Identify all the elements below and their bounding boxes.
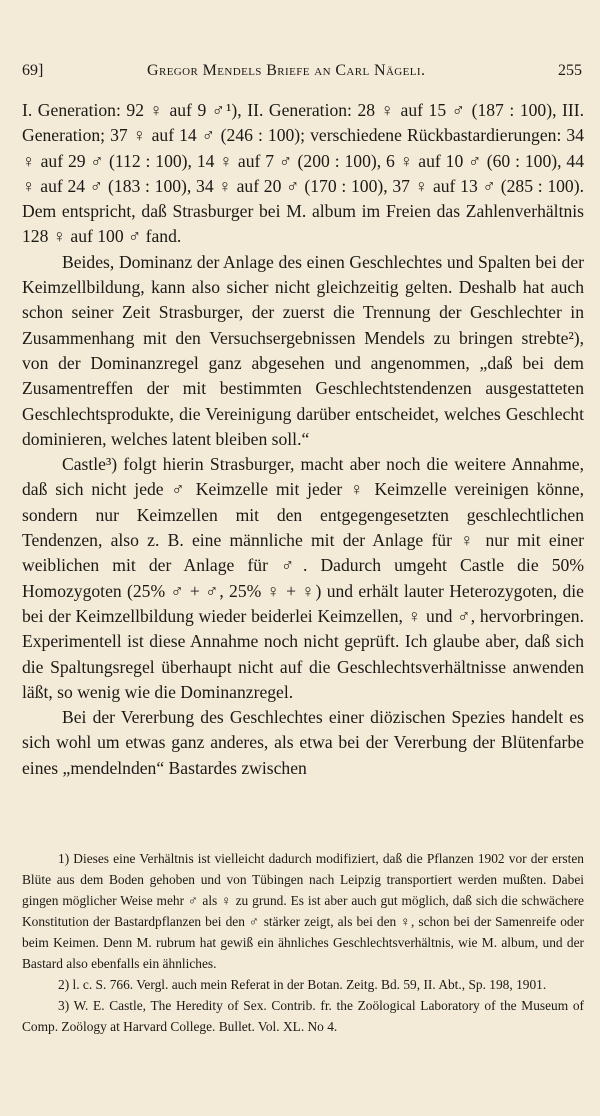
footnote-1: 1) Dieses eine Verhältnis ist vielleicht dadurch modifiziert, daß die Pflanzen 1902 vor der ersten Blüte aus dem Boden gehoben und von Tübingen nach Leipzig transportiert werden mußten. Dabei gingen möglicher Weise mehr ♂ als ♀ zu grund. Es ist aber auch gut möglich, daß sich die schwächere Konstitution der Bastardpflanzen bei den ♂ stärker zeigt, als bei den ♀, schon bei der Samenreife oder beim Keimen. Denn M. rubrum hat gewiß ein ähnliches Geschlechtsverhältnis, wie M. album, und der Bastard also ebenfalls ein ähnliches.	[22, 851, 584, 971]
header-title: Gregor Mendels Briefe an Carl Nägeli.	[147, 62, 426, 79]
footnote-2: 2) l. c. S. 766. Vergl. auch mein Referat in der Botan. Zeitg. Bd. 59, II. Abt., Sp. 198, 1901.	[58, 977, 547, 992]
footnotes	[22, 848, 584, 1037]
main-text	[22, 98, 584, 781]
footnote-3: 3) W. E. Castle, The Heredity of Sex. Contrib. fr. the Zoölogical Laboratory of the Museum of Comp. Zoölogy at Harvard College. Bullet. Vol. XL. No 4.	[22, 998, 584, 1034]
page-number: 255	[558, 62, 582, 79]
paragraph: Bei der Vererbung des Geschlechtes einer diözischen Spezies handelt es sich wohl um etwas ganz anderes, als etwa bei der Vererbung der Blütenfarbe eines „mendelnden“ Bastardes zwischen	[22, 707, 584, 778]
paragraph: Castle³) folgt hierin Strasburger, macht aber noch die weitere Annahme, daß sich nicht jede ♂ Keimzelle mit jeder ♀ Keimzelle vereinigen könne, sondern nur Keimzellen mit den entgegengesetzten geschlechtlichen Tendenzen, also z. B. eine männliche mit der Anlage für ♀ nur mit einer weiblichen mit der Anlage für ♂. Dadurch umgeht Castle die 50% Homozygoten (25% ♂ + ♂, 25% ♀ + ♀) und erhält lauter Heterozygoten, die bei der Keimzellbildung wieder beiderlei Keimzellen, ♀ und ♂, hervorbringen. Experimentell ist diese Annahme noch nicht geprüft. Ich glaube aber, daß sich die Spaltungsregel überhaupt nicht auf die Geschlechtsverhältnisse anwenden läßt, so wenig wie die Dominanzregel.	[22, 454, 584, 702]
header-section-number: 69]	[22, 62, 44, 79]
paragraph: Beides, Dominanz der Anlage des einen Geschlechtes und Spalten bei der Keimzellbildung, kann also sicher nicht gleichzeitig gelten. Deshalb hat auch schon seiner Zeit Strasburger, der zuerst die Trennung der Geschlechter in Zusammenhang mit den Versuchsergebnissen Mendels zu bringen strebte²), von der Dominanzregel ganz abgesehen und angenommen, „daß bei dem Zusamentreffen der mit bestimmten Geschlechtstendenzen ausgestatteten Geschlechtsprodukte, die Vereinigung darüber entscheidet, welches Geschlecht dominieren, welches latent bleiben soll.“	[22, 251, 584, 449]
running-header	[22, 62, 582, 84]
paragraph-continuation: I. Generation: 92 ♀ auf 9 ♂¹), II. Generation: 28 ♀ auf 15 ♂ (187 : 100), III. Generation; 37 ♀ auf 14 ♂ (246 : 100); verschiedene Rückbastardierungen: 34 ♀ auf 29 ♂ (112 : 100), 14 ♀ auf 7 ♂ (200 : 100), 6 ♀ auf 10 ♂ (60 : 100), 44 ♀ auf 24 ♂ (183 : 100), 34 ♀ auf 20 ♂ (170 : 100), 37 ♀ auf 13 ♂ (285 : 100). Dem entspricht, daß Strasburger bei M. album im Freien das Zahlenverhältnis 128 ♀ auf 100 ♂ fand.	[22, 100, 584, 247]
